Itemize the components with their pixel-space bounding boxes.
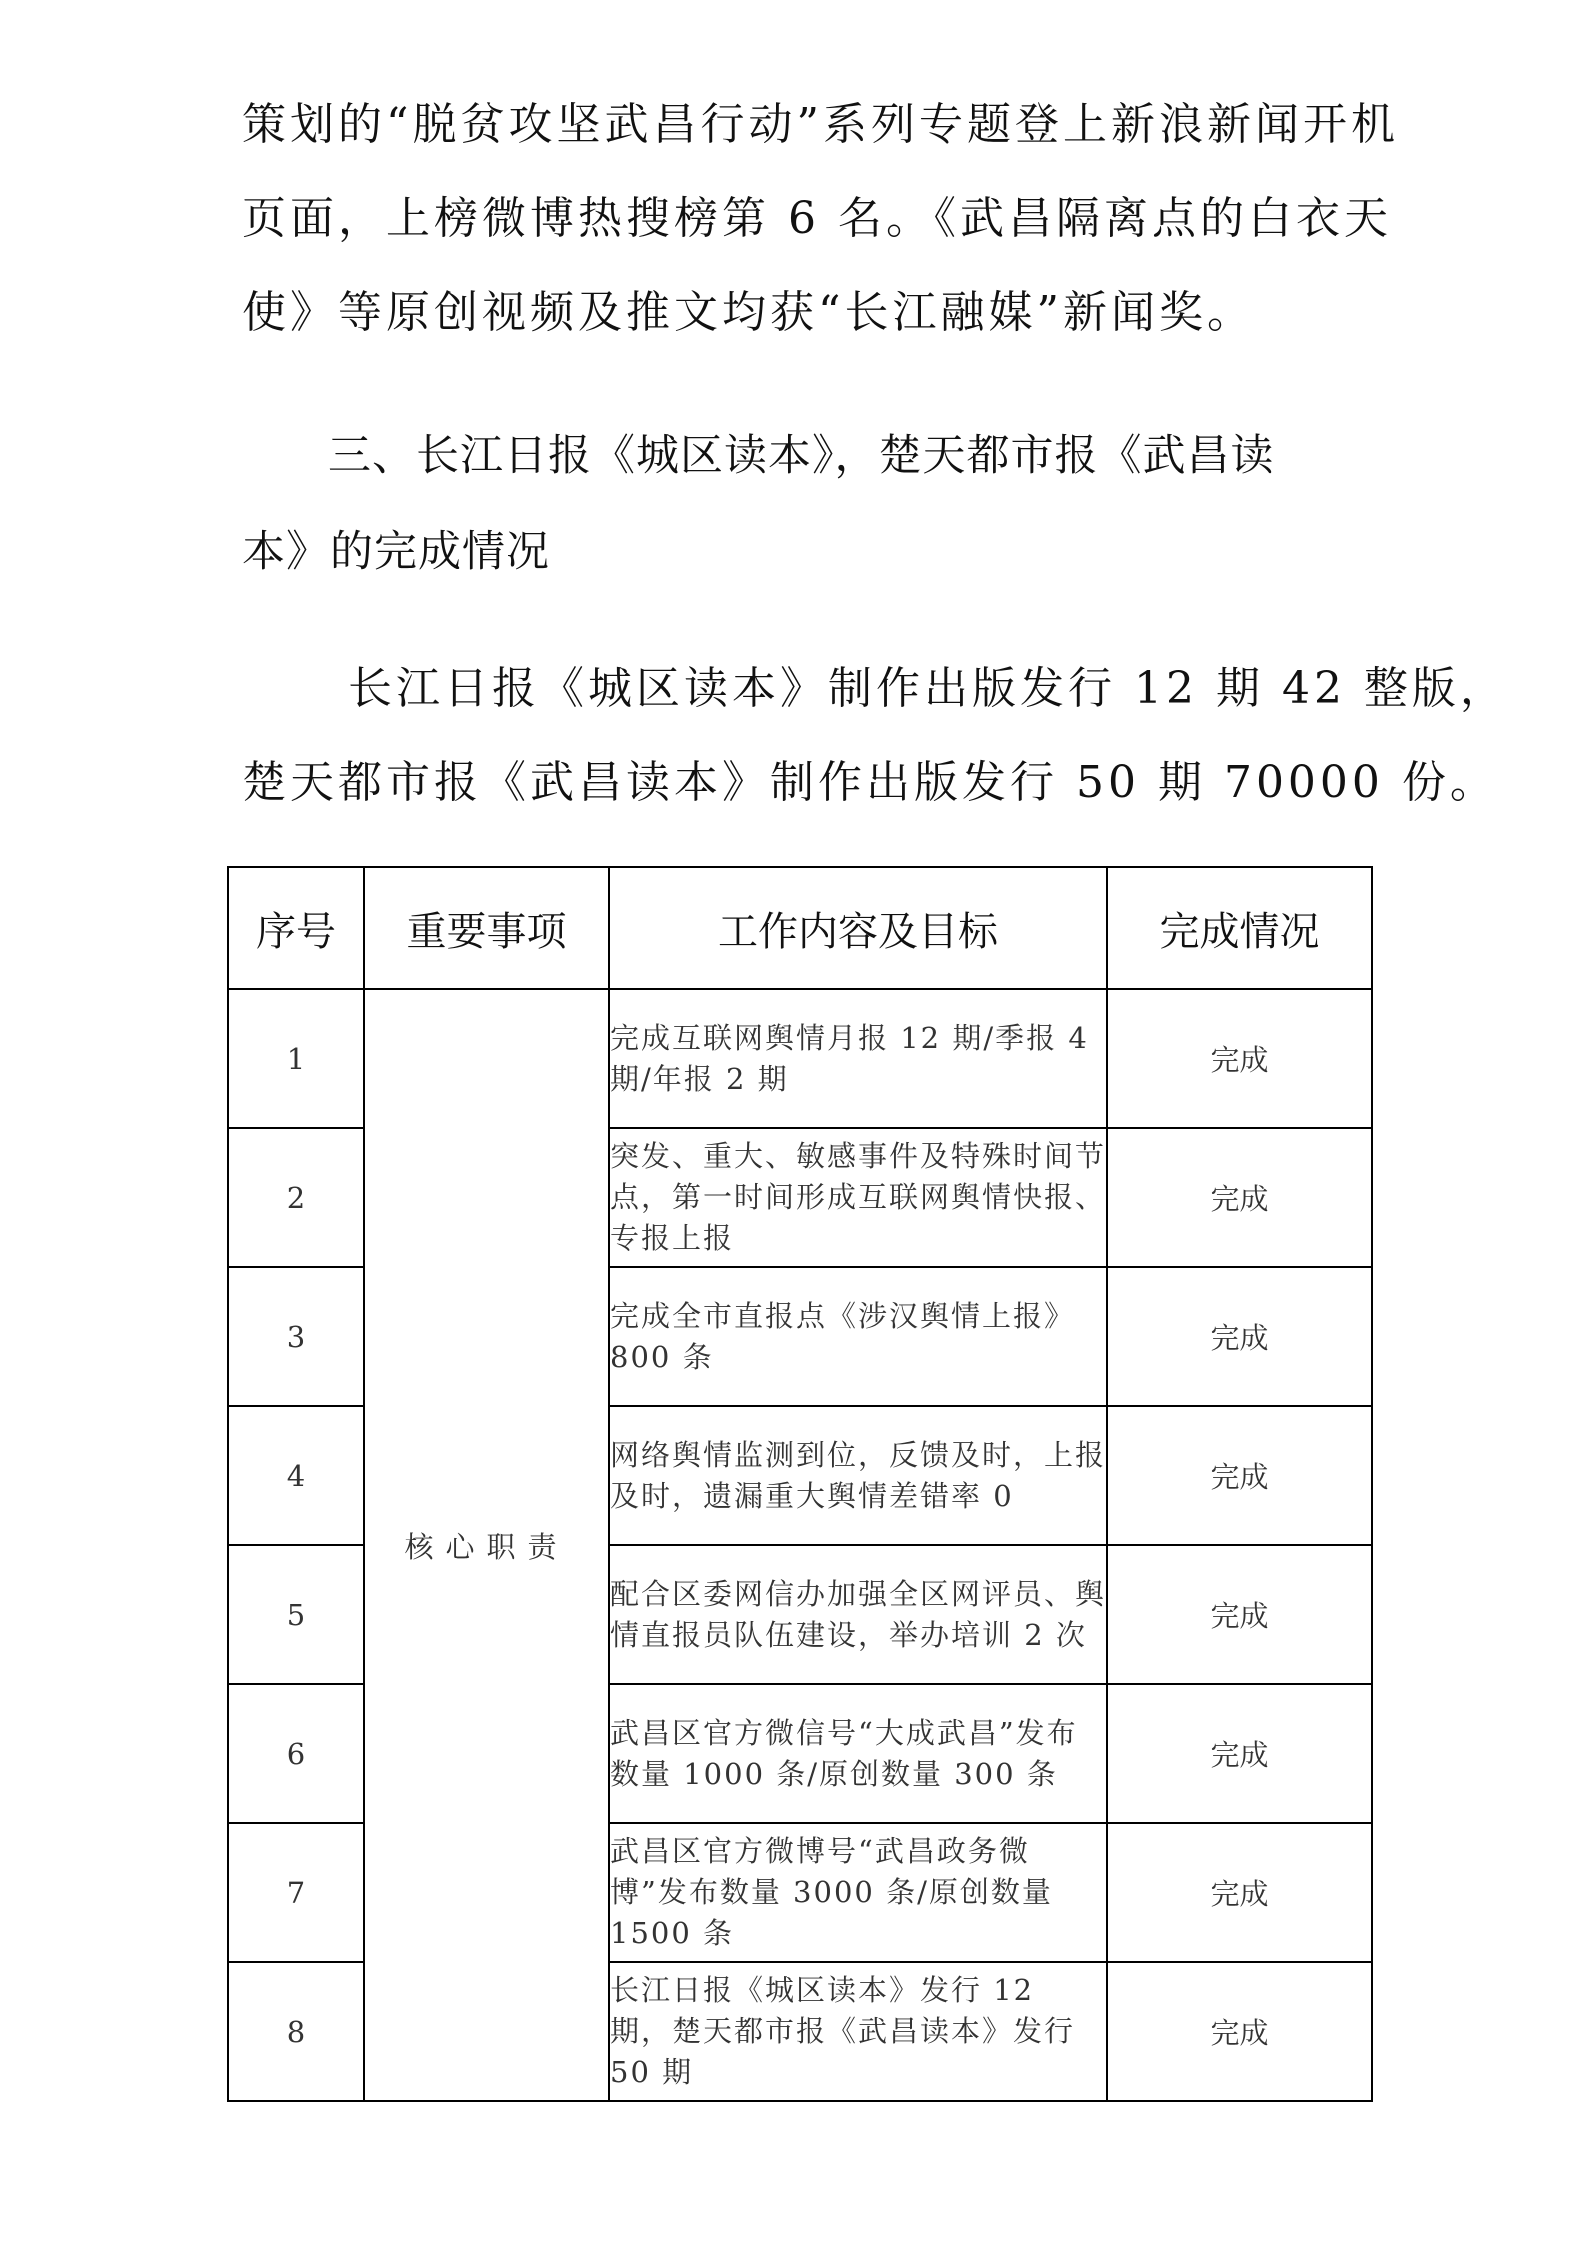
row-number: 8 xyxy=(228,1962,364,2101)
row-number: 1 xyxy=(228,989,364,1128)
row-number: 6 xyxy=(228,1684,364,1823)
header-number: 序号 xyxy=(228,867,364,989)
row-status: 完成 xyxy=(1107,1267,1372,1406)
paragraph-line: 页面，上榜微博热搜榜第 6 名。《武昌隔离点的白衣天 xyxy=(242,193,1392,244)
row-status: 完成 xyxy=(1107,1406,1372,1545)
row-number: 2 xyxy=(228,1128,364,1267)
row-number: 5 xyxy=(228,1545,364,1684)
header-content: 工作内容及目标 xyxy=(609,867,1107,989)
header-item: 重要事项 xyxy=(364,867,609,989)
row-status: 完成 xyxy=(1107,1545,1372,1684)
summary-paragraph xyxy=(242,642,1508,830)
table-header-row xyxy=(228,867,1372,989)
heading-line: 本》的完成情况 xyxy=(242,527,550,577)
row-status: 完成 xyxy=(1107,1962,1372,2101)
row-content: 突发、重大、敏感事件及特殊时间节点，第一时间形成互联网舆情快报、专报上报 xyxy=(609,1128,1107,1267)
task-table xyxy=(227,866,1373,2102)
row-status: 完成 xyxy=(1107,1823,1372,1962)
section-heading xyxy=(242,408,1352,600)
row-status: 完成 xyxy=(1107,989,1372,1128)
table-row xyxy=(228,989,1372,1128)
row-number: 4 xyxy=(228,1406,364,1545)
header-status: 完成情况 xyxy=(1107,867,1372,989)
paragraph-line: 长江日报《城区读本》制作出版发行 12 期 42 整版， xyxy=(348,663,1508,714)
row-content: 武昌区官方微信号“大成武昌”发布数量 1000 条/原创数量 300 条 xyxy=(609,1684,1107,1823)
row-content: 长江日报《城区读本》发行 12 期，楚天都市报《武昌读本》发行 50 期 xyxy=(609,1962,1107,2101)
row-content: 武昌区官方微博号“武昌政务微博”发布数量 3000 条/原创数量 1500 条 xyxy=(609,1823,1107,1962)
row-status: 完成 xyxy=(1107,1128,1372,1267)
item-category: 核心职责 xyxy=(364,989,609,2101)
paragraph-line: 使》等原创视频及推文均获“长江融媒”新闻奖。 xyxy=(242,287,1255,338)
heading-line: 三、长江日报《城区读本》，楚天都市报《武昌读 xyxy=(328,431,1275,481)
row-content: 完成互联网舆情月报 12 期/季报 4 期/年报 2 期 xyxy=(609,989,1107,1128)
row-number: 7 xyxy=(228,1823,364,1962)
row-status: 完成 xyxy=(1107,1684,1372,1823)
paragraph-line: 策划的“脱贫攻坚武昌行动”系列专题登上新浪新闻开机 xyxy=(242,99,1399,150)
paragraph-line: 楚天都市报《武昌读本》制作出版发行 50 期 70000 份。 xyxy=(242,757,1498,808)
intro-paragraph xyxy=(242,78,1399,360)
row-content: 网络舆情监测到位，反馈及时，上报及时，遗漏重大舆情差错率 0 xyxy=(609,1406,1107,1545)
row-content: 完成全市直报点《涉汉舆情上报》800 条 xyxy=(609,1267,1107,1406)
row-content: 配合区委网信办加强全区网评员、舆情直报员队伍建设，举办培训 2 次 xyxy=(609,1545,1107,1684)
row-number: 3 xyxy=(228,1267,364,1406)
